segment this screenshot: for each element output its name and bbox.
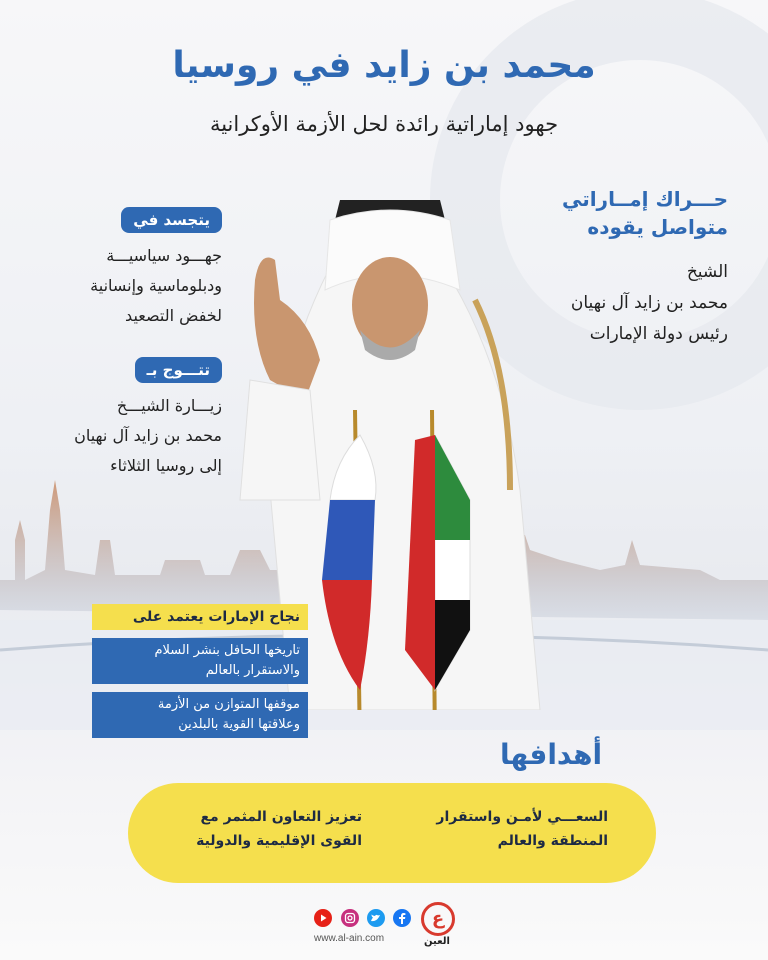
left-block-2-line2: محمد بن زايد آل نهيان xyxy=(74,426,222,445)
success-item-line: تاريخها الحافل بنشر السلام xyxy=(154,643,300,658)
website-url[interactable]: www.al-ain.com xyxy=(314,933,385,944)
success-item xyxy=(92,638,308,684)
left-block-1-line3: لخفض التصعيد xyxy=(125,306,222,325)
al-ain-logo-word: العين xyxy=(424,936,450,947)
goal-line: تعزيز التعاون المثمر مع xyxy=(200,809,362,825)
right-heading-line2: متواصل يقوده xyxy=(587,215,728,239)
success-item-line: والاستقرار بالعالم xyxy=(205,663,300,678)
left-block-2-line3: إلى روسيا الثلاثاء xyxy=(110,456,222,475)
facebook-icon[interactable] xyxy=(393,909,411,927)
success-heading: نجاح الإمارات يعتمد على xyxy=(92,604,308,630)
left-badge-1: يتجسد في xyxy=(121,207,222,233)
goal-line: السعـــي لأمـن واستقرار xyxy=(436,809,608,825)
success-item-line: وعلاقتها القوية بالبلدين xyxy=(178,717,300,732)
goal-right xyxy=(378,805,608,853)
right-body-line1: الشيخ xyxy=(686,262,728,282)
right-body-line3: رئيس دولة الإمارات xyxy=(589,324,728,344)
youtube-icon[interactable] xyxy=(314,909,332,927)
left-block-1-line1: جهـــود سياسيـــة xyxy=(106,246,222,265)
right-body-line2: محمد بن زايد آل نهيان xyxy=(570,293,728,313)
right-heading-line1: حـــراك إمــاراتي xyxy=(561,187,728,211)
left-block-2-line1: زيـــارة الشيـــخ xyxy=(116,396,222,415)
instagram-icon[interactable] xyxy=(341,909,359,927)
left-badge-2: تتـــوج بـ xyxy=(135,357,222,383)
goals-title: أهدافها xyxy=(500,738,603,771)
page-subtitle: جهود إماراتية رائدة لحل الأزمة الأوكرانية xyxy=(209,112,559,136)
twitter-icon[interactable] xyxy=(367,909,385,927)
goal-left xyxy=(162,805,362,853)
left-block-1-line2: ودبلوماسية وإنسانية xyxy=(90,276,222,295)
success-factors-block xyxy=(92,604,308,738)
al-ain-logo-icon: ع xyxy=(421,902,455,936)
right-info-block xyxy=(518,185,728,350)
goal-line: المنطقة والعالم xyxy=(497,833,608,849)
success-item-line: موقفها المتوازن من الأزمة xyxy=(157,697,300,712)
left-info-block-2 xyxy=(32,357,222,481)
page-title: محمد بن زايد في روسيا xyxy=(172,45,596,86)
left-info-block-1 xyxy=(32,207,222,331)
success-item xyxy=(92,692,308,738)
goal-line: القوى الإقليمية والدولية xyxy=(196,833,362,849)
